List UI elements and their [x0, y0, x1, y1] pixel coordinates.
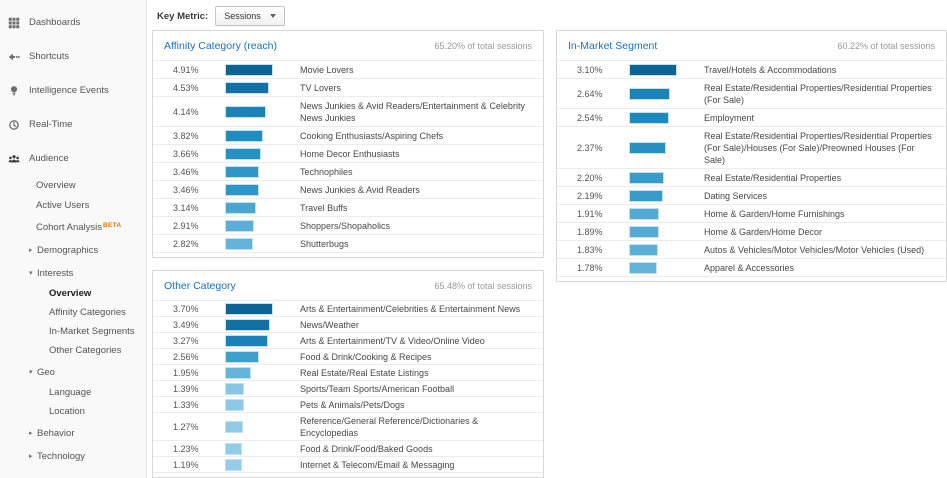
value-bar: [226, 185, 258, 195]
row-percent: 1.33%: [173, 399, 199, 410]
table-row: [557, 78, 946, 108]
value-bar: [226, 444, 241, 454]
bar-track: [630, 191, 692, 201]
row-percent: 1.78%: [577, 262, 603, 273]
bar-track: [226, 320, 288, 330]
sidebar-item-real-time[interactable]: [0, 108, 146, 142]
sidebar-item-label: Behavior: [37, 428, 75, 439]
panel-in-market-segment: [556, 30, 947, 282]
value-bar: [226, 304, 272, 314]
sidebar-item-label: Shortcuts: [29, 51, 70, 62]
table-row: [153, 364, 543, 380]
row-percent: 1.91%: [577, 208, 603, 219]
table-row: [153, 144, 543, 162]
table-row: [153, 412, 543, 440]
sidebar-item-label: Dashboards: [29, 17, 81, 28]
row-percent: 1.89%: [577, 226, 603, 237]
value-bar: [630, 209, 658, 219]
row-label: Employment: [704, 112, 755, 123]
row-percent: 2.91%: [173, 220, 199, 231]
row-percent: 4.53%: [173, 82, 199, 93]
row-percent: 3.10%: [577, 64, 603, 75]
row-label: Food & Drink/Cooking & Recipes: [300, 351, 432, 362]
bar-table: [557, 60, 946, 277]
panel-title-link-other-category[interactable]: Other Category: [164, 280, 236, 292]
value-bar: [226, 83, 268, 93]
bar-track: [226, 131, 288, 141]
sidebar-item-location[interactable]: [0, 402, 146, 421]
row-percent: 3.27%: [173, 335, 199, 346]
bar-track: [226, 239, 288, 249]
sidebar-item-label: Overview: [36, 180, 76, 191]
sidebar-item-intelligence-events[interactable]: [0, 74, 146, 108]
table-row: [153, 60, 543, 78]
bar-track: [226, 185, 288, 195]
table-row: [153, 162, 543, 180]
panel-subtitle: 65.48% of total sessions: [434, 281, 532, 291]
row-label: Autos & Vehicles/Motor Vehicles/Motor Vehicles (Used): [704, 244, 925, 255]
panel-affinity-category: [152, 30, 544, 258]
bar-track: [226, 107, 288, 117]
row-label: News Junkies & Avid Readers/Entertainment & Celebrity News Junkies: [300, 100, 525, 123]
value-bar: [630, 263, 656, 273]
sidebar-item-affinity-categories[interactable]: [0, 303, 146, 322]
panel-header: [557, 31, 946, 60]
table-row: [153, 96, 543, 126]
real-time-icon: [8, 119, 20, 131]
sidebar-item-label: Demographics: [37, 245, 99, 256]
sidebar-item-label: Other Categories: [49, 344, 122, 356]
table-row: [153, 198, 543, 216]
row-label: News Junkies & Avid Readers: [300, 184, 420, 195]
value-bar: [630, 65, 676, 75]
table-row: [153, 456, 543, 473]
value-bar: [226, 368, 250, 378]
sidebar-item-shortcuts[interactable]: [0, 40, 146, 74]
row-label: Travel/Hotels & Accommodations: [704, 64, 837, 75]
triangle-down-icon: ▾: [29, 369, 33, 376]
value-bar: [630, 227, 658, 237]
row-percent: 1.95%: [173, 367, 199, 378]
bar-table: [153, 60, 543, 253]
row-percent: 4.14%: [173, 106, 199, 117]
value-bar: [630, 143, 665, 153]
table-row: [153, 380, 543, 396]
sidebar-item-demographics[interactable]: [0, 241, 146, 261]
panel-subtitle: 65.20% of total sessions: [434, 41, 532, 51]
sidebar-item-label: Audience: [29, 153, 69, 164]
bar-track: [630, 263, 692, 273]
row-label: Cooking Enthusiasts/Aspiring Chefs: [300, 130, 444, 141]
sidebar-item-label: Intelligence Events: [29, 85, 109, 96]
row-label: Real Estate/Real Estate Listings: [300, 367, 429, 378]
sidebar-item-interests[interactable]: [0, 264, 146, 284]
bar-track: [630, 173, 692, 183]
triangle-right-icon: ▸: [29, 247, 33, 254]
table-row: [557, 60, 946, 78]
panel-title-link-in-market-segment[interactable]: In-Market Segment: [568, 40, 658, 52]
bar-table: [153, 300, 543, 473]
bar-track: [226, 149, 288, 159]
table-row: [153, 216, 543, 234]
row-label: Home Decor Enthusiasts: [300, 148, 400, 159]
row-label: Internet & Telecom/Email & Messaging: [300, 459, 455, 470]
bar-track: [226, 352, 288, 362]
value-bar: [226, 167, 258, 177]
row-label: News/Weather: [300, 319, 359, 330]
bar-track: [226, 65, 288, 75]
table-row: [557, 126, 946, 168]
value-bar: [226, 320, 269, 330]
row-label: Real Estate/Residential Properties/Residential Properties (For Sale): [704, 82, 932, 105]
bar-track: [226, 203, 288, 213]
bar-track: [630, 227, 692, 237]
bar-track: [630, 65, 692, 75]
value-bar: [226, 422, 242, 432]
value-bar: [226, 336, 267, 346]
table-row: [153, 234, 543, 253]
row-label: Home & Garden/Home Decor: [704, 226, 823, 237]
row-label: Food & Drink/Food/Baked Goods: [300, 443, 433, 454]
table-row: [557, 186, 946, 204]
row-percent: 3.82%: [173, 130, 199, 141]
row-label: Movie Lovers: [300, 64, 354, 75]
bar-track: [226, 221, 288, 231]
table-row: [153, 396, 543, 412]
value-bar: [226, 65, 272, 75]
bar-track: [630, 245, 692, 255]
sidebar-item-label: In-Market Segments: [49, 325, 135, 337]
row-percent: 3.46%: [173, 184, 199, 195]
sidebar-item-label: Affinity Categories: [49, 306, 126, 318]
row-percent: 2.54%: [577, 112, 603, 123]
panel-header: [153, 31, 543, 60]
dashboards-icon: [8, 17, 20, 29]
chevron-down-icon: [270, 14, 276, 18]
key-metric-value: Sessions: [224, 11, 261, 21]
sidebar-item-language[interactable]: [0, 383, 146, 402]
sidebar-nav: [0, 6, 146, 467]
bar-track: [630, 113, 692, 123]
row-label: Pets & Animals/Pets/Dogs: [300, 399, 405, 410]
sidebar-item-label: Cohort Analysis: [36, 222, 103, 233]
shortcuts-icon: [8, 51, 20, 63]
value-bar: [226, 221, 253, 231]
panel-subtitle: 60.22% of total sessions: [837, 41, 935, 51]
value-bar: [226, 400, 243, 410]
value-bar: [226, 239, 252, 249]
table-row: [557, 168, 946, 186]
row-percent: 1.19%: [173, 459, 199, 470]
table-row: [153, 126, 543, 144]
row-label: Shoppers/Shopaholics: [300, 220, 391, 231]
sidebar-item-label: Overview: [49, 287, 92, 299]
row-percent: 3.70%: [173, 303, 199, 314]
beta-badge: BETA: [103, 222, 122, 229]
value-bar: [226, 352, 258, 362]
sidebar-item-label: Technology: [37, 451, 86, 462]
row-percent: 2.37%: [577, 142, 603, 153]
bar-track: [226, 422, 288, 432]
sidebar-item-behavior[interactable]: [0, 424, 146, 444]
row-percent: 2.64%: [577, 88, 603, 99]
bar-track: [226, 444, 288, 454]
row-percent: 1.39%: [173, 383, 199, 394]
row-percent: 3.14%: [173, 202, 199, 213]
value-bar: [226, 460, 241, 470]
bar-track: [226, 83, 288, 93]
row-percent: 1.83%: [577, 244, 603, 255]
bar-track: [630, 89, 692, 99]
sidebar: [0, 0, 147, 478]
row-percent: 2.19%: [577, 190, 603, 201]
row-label: Sports/Team Sports/American Football: [300, 383, 455, 394]
triangle-right-icon: ▸: [29, 430, 33, 437]
panel-header: [153, 271, 543, 300]
sidebar-item-label: Geo: [37, 367, 55, 378]
value-bar: [226, 131, 262, 141]
bar-track: [226, 384, 288, 394]
value-bar: [226, 149, 260, 159]
value-bar: [630, 245, 657, 255]
value-bar: [226, 384, 243, 394]
bar-track: [226, 400, 288, 410]
main-content: [147, 0, 947, 478]
row-label: Shutterbugs: [300, 238, 349, 249]
row-label: Arts & Entertainment/TV & Video/Online Video: [300, 335, 485, 346]
sidebar-item-other-categories[interactable]: [0, 341, 146, 360]
sidebar-item-label: Location: [49, 405, 85, 417]
row-label: TV Lovers: [300, 82, 342, 93]
bar-track: [630, 143, 692, 153]
table-row: [153, 78, 543, 96]
audience-icon: [8, 153, 20, 165]
sidebar-item-audience[interactable]: [0, 142, 146, 176]
value-bar: [630, 191, 662, 201]
row-label: Real Estate/Residential Properties/Residential Properties (For Sale)/Houses (For Sale)/Preowned Houses (For Sale): [704, 130, 932, 165]
sidebar-item-technology[interactable]: [0, 447, 146, 467]
bar-track: [226, 304, 288, 314]
table-row: [557, 258, 946, 277]
table-row: [557, 204, 946, 222]
table-row: [153, 180, 543, 198]
panel-title-link-affinity-category-reach[interactable]: Affinity Category (reach): [164, 40, 278, 52]
sidebar-item-cohort-analysis[interactable]: [0, 216, 146, 238]
bar-track: [226, 460, 288, 470]
row-percent: 1.27%: [173, 421, 199, 432]
row-label: Travel Buffs: [300, 202, 348, 213]
row-percent: 3.46%: [173, 166, 199, 177]
row-label: Dating Services: [704, 190, 768, 201]
table-row: [153, 440, 543, 456]
key-metric-dropdown[interactable]: [215, 6, 285, 26]
value-bar: [630, 89, 669, 99]
sidebar-item-label: Real-Time: [29, 119, 73, 130]
row-label: Real Estate/Residential Properties: [704, 172, 842, 183]
sidebar-item-label: Active Users: [36, 200, 90, 211]
panel-other-category: [152, 270, 544, 478]
sidebar-item-label: Interests: [37, 268, 74, 279]
key-metric-label: Key Metric:: [157, 10, 209, 22]
intelligence-events-icon: [8, 85, 20, 97]
row-percent: 3.66%: [173, 148, 199, 159]
row-label: Apparel & Accessories: [704, 262, 795, 273]
row-label: Technophiles: [300, 166, 353, 177]
row-percent: 1.23%: [173, 443, 199, 454]
table-row: [557, 108, 946, 126]
table-row: [153, 332, 543, 348]
sidebar-item-overview[interactable]: [0, 284, 146, 303]
row-label: Arts & Entertainment/Celebrities & Entertainment News: [300, 303, 521, 314]
value-bar: [226, 203, 255, 213]
row-percent: 2.56%: [173, 351, 199, 362]
row-percent: 2.82%: [173, 238, 199, 249]
bar-track: [226, 336, 288, 346]
sidebar-item-geo[interactable]: [0, 363, 146, 383]
table-row: [153, 316, 543, 332]
row-label: Reference/General Reference/Dictionaries & Encyclopedias: [300, 415, 479, 438]
bar-track: [630, 209, 692, 219]
sidebar-item-label: Language: [49, 386, 92, 398]
row-percent: 3.49%: [173, 319, 199, 330]
value-bar: [630, 113, 668, 123]
row-label: Home & Garden/Home Furnishings: [704, 208, 845, 219]
bar-track: [226, 167, 288, 177]
triangle-down-icon: ▾: [29, 270, 33, 277]
value-bar: [226, 107, 265, 117]
sidebar-item-dashboards[interactable]: [0, 6, 146, 40]
table-row: [153, 300, 543, 316]
key-metric-bar: [157, 6, 285, 26]
table-row: [557, 222, 946, 240]
value-bar: [630, 173, 663, 183]
sidebar-item-in-market-segments[interactable]: [0, 322, 146, 341]
row-percent: 2.20%: [577, 172, 603, 183]
triangle-right-icon: ▸: [29, 453, 33, 460]
table-row: [557, 240, 946, 258]
table-row: [153, 348, 543, 364]
sidebar-item-overview[interactable]: [0, 176, 146, 196]
row-percent: 4.91%: [173, 64, 199, 75]
sidebar-item-active-users[interactable]: [0, 196, 146, 216]
bar-track: [226, 368, 288, 378]
